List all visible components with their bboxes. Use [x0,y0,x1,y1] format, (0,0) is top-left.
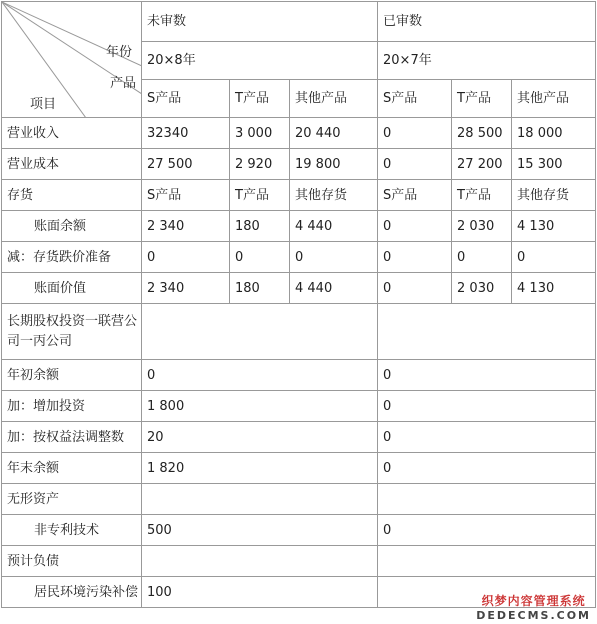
table-row [2,180,596,211]
cell-value: 0 [378,273,452,304]
cell-value: 4 130 [512,273,596,304]
product-header: 其他产品 [290,80,378,118]
audited-header: 已审数 [378,2,596,42]
cell-value [142,546,378,577]
cell-value: T产品 [452,180,512,211]
cell-value: 0 [290,242,378,273]
cell-value: 20 440 [290,118,378,149]
cell-value: 15 300 [512,149,596,180]
cell-value [378,484,596,515]
cell-value: 0 [378,453,596,484]
cell-value [142,304,378,360]
watermark-domain: DEDECMS.COM [476,609,591,622]
cell-value: 0 [142,360,378,391]
cell-value: 0 [378,422,596,453]
product-header: 其他产品 [512,80,596,118]
row-label: 居民环境污染补偿 [2,577,142,608]
table-row [2,304,596,360]
row-label: 存货 [2,180,142,211]
cell-value: 2 340 [142,211,230,242]
cell-value: 32340 [142,118,230,149]
cell-value: 4 440 [290,211,378,242]
table-row [2,360,596,391]
row-label: 年初余额 [2,360,142,391]
cell-value: 2 030 [452,211,512,242]
cell-value [378,546,596,577]
cell-value: 4 440 [290,273,378,304]
row-label: 营业收入 [2,118,142,149]
table-row [2,149,596,180]
watermark [476,592,591,622]
table-row [2,453,596,484]
cell-value: 0 [378,515,596,546]
cell-value: 0 [230,242,290,273]
watermark-title: 织梦内容管理系统 [481,594,586,608]
cell-value: 其他存货 [512,180,596,211]
table-row [2,211,596,242]
year-audited: 20×7年 [378,42,596,80]
cell-value: 1 820 [142,453,378,484]
product-header: S产品 [142,80,230,118]
diagonal-header-cell [2,2,142,118]
row-label: 加：按权益法调整数 [2,422,142,453]
table-row [2,422,596,453]
table-row [2,484,596,515]
cell-value: 0 [378,360,596,391]
cell-value: 4 130 [512,211,596,242]
cell-value: 18 000 [512,118,596,149]
cell-value: 其他存货 [290,180,378,211]
row-label: 非专利技术 [2,515,142,546]
cell-value: 0 [512,242,596,273]
unaudited-header: 未审数 [142,2,378,42]
year-unaudited: 20×8年 [142,42,378,80]
cell-value: 2 920 [230,149,290,180]
cell-value: 27 500 [142,149,230,180]
cell-value: 28 500 [452,118,512,149]
row-label: 长期股权投资一联营公司一丙公司 [2,304,142,360]
cell-value [142,484,378,515]
cell-value: 27 200 [452,149,512,180]
row-label: 加：增加投资 [2,391,142,422]
cell-value: 500 [142,515,378,546]
cell-value: 0 [378,391,596,422]
product-header: S产品 [378,80,452,118]
table-row [2,546,596,577]
product-header: T产品 [230,80,290,118]
cell-value: 0 [142,242,230,273]
table-row [2,515,596,546]
cell-value: 180 [230,273,290,304]
cell-value: 0 [378,211,452,242]
table-row [2,242,596,273]
row-label: 减：存货跌价准备 [2,242,142,273]
table-row [2,118,596,149]
cell-value [378,304,596,360]
cell-value: 2 340 [142,273,230,304]
cell-value: 100 [142,577,378,608]
cell-value: T产品 [230,180,290,211]
cell-value: 0 [378,149,452,180]
table-row [2,273,596,304]
row-label: 预计负债 [2,546,142,577]
table-row [2,391,596,422]
cell-value: 2 030 [452,273,512,304]
cell-value: 0 [378,118,452,149]
row-label: 年末余额 [2,453,142,484]
cell-value: 19 800 [290,149,378,180]
cell-value: 1 800 [142,391,378,422]
cell-value: 180 [230,211,290,242]
audit-table [1,1,596,608]
diag-year-label: 年份 [106,45,133,60]
cell-value: 20 [142,422,378,453]
cell-value: 3 000 [230,118,290,149]
cell-value: S产品 [378,180,452,211]
diag-item-label: 项目 [30,97,57,112]
cell-value: S产品 [142,180,230,211]
row-label: 账面余额 [2,211,142,242]
cell-value: 0 [452,242,512,273]
product-header: T产品 [452,80,512,118]
diag-product-label: 产品 [110,76,137,91]
cell-value: 0 [378,242,452,273]
row-label: 营业成本 [2,149,142,180]
row-label: 账面价值 [2,273,142,304]
row-label: 无形资产 [2,484,142,515]
